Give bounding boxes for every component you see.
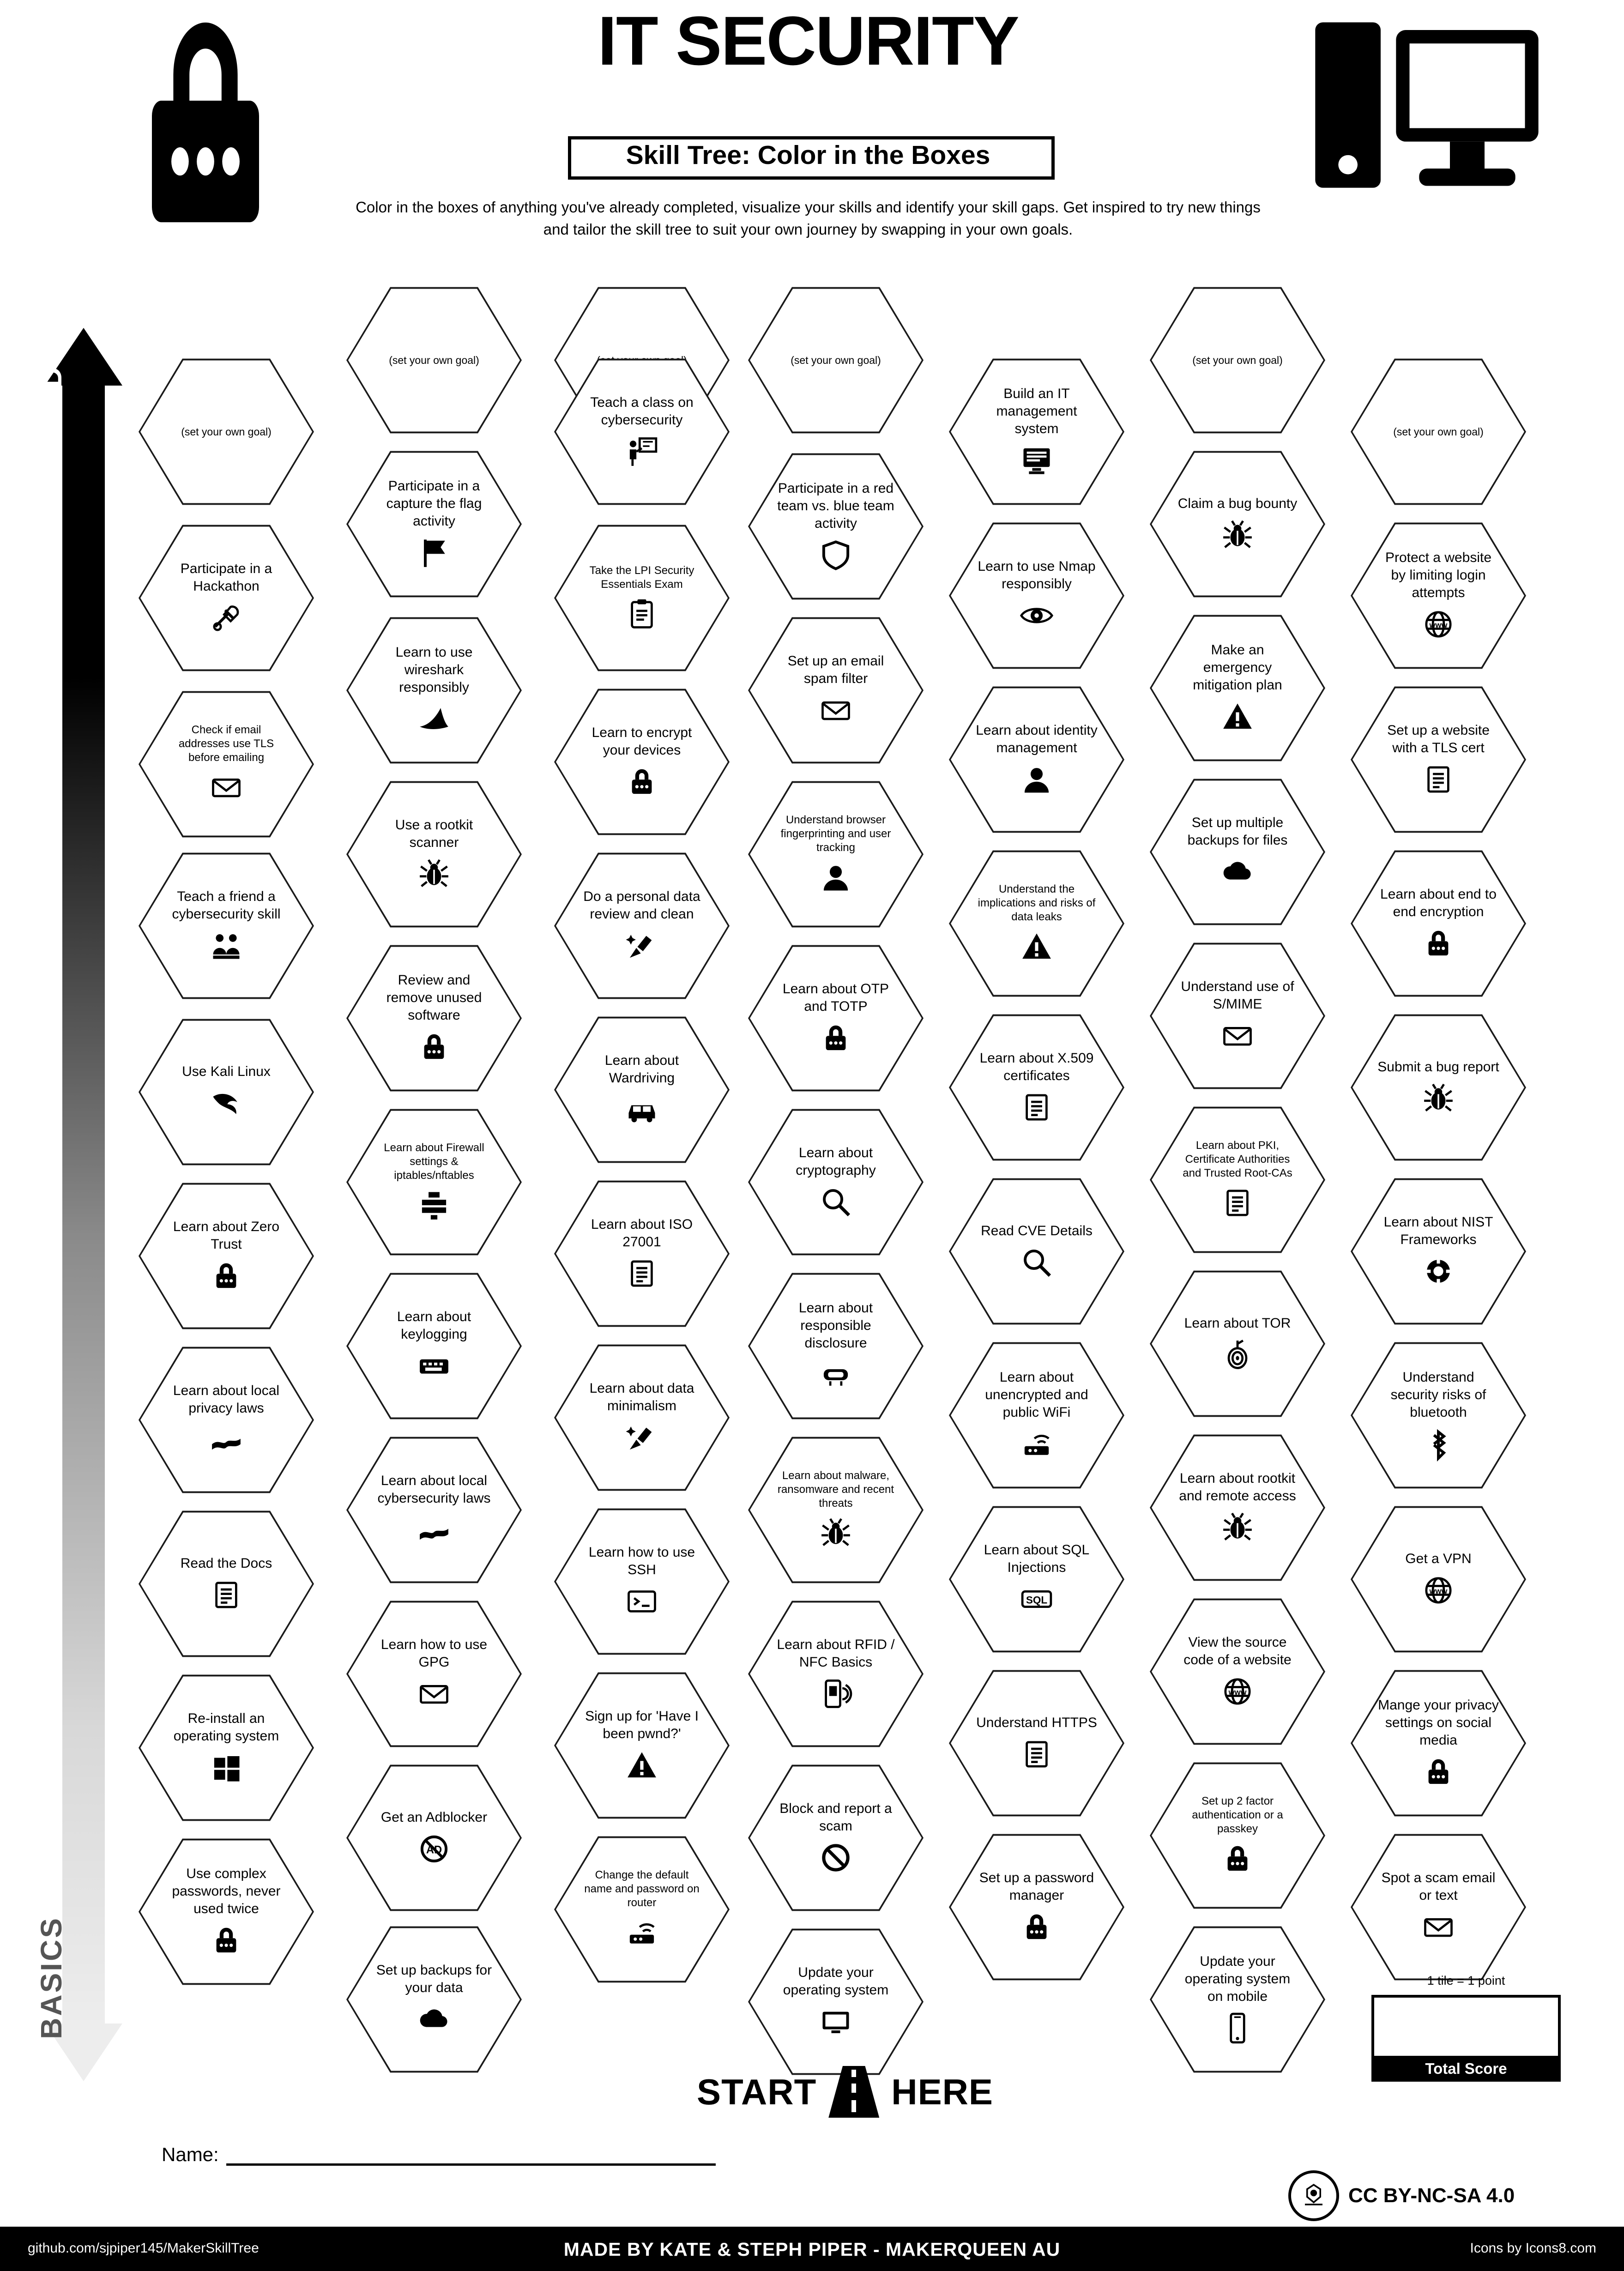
skill-tile[interactable] — [346, 1598, 522, 1750]
windows-icon — [209, 1750, 244, 1786]
bluetooth-icon — [1421, 1426, 1456, 1462]
skill-tile-label: Learn about keylogging — [397, 1309, 471, 1342]
bug-icon — [818, 1515, 853, 1551]
warning-icon — [1019, 929, 1054, 965]
padlock-icon — [1421, 1754, 1456, 1790]
axis-label-basics: BASICS — [35, 1916, 68, 2039]
skill-tile-label: Teach a class on cybersecurity — [590, 395, 694, 428]
shark-fin-icon — [417, 701, 452, 737]
page-title: IT SECURITY — [598, 2, 1019, 79]
skill-tile-label: Learn about unencrypted and public WiFi — [985, 1370, 1088, 1420]
terminal-icon — [624, 1583, 659, 1619]
skill-tile-label: Understand use of S/MIME — [1181, 979, 1294, 1012]
skill-tile-label: Learn about TOR — [1184, 1316, 1291, 1331]
skill-tile[interactable] — [1351, 1011, 1526, 1164]
skill-tile-label: Learn about X.509 certificates — [979, 1051, 1094, 1083]
envelope-icon — [1220, 1018, 1255, 1054]
skill-tile[interactable] — [949, 356, 1124, 508]
skill-tile-label: Use a rootkit scanner — [395, 817, 473, 850]
skill-tile[interactable] — [949, 1339, 1124, 1492]
cc-badge-icon — [1288, 2170, 1339, 2221]
skill-tile-label: Set up backups for your data — [376, 1963, 492, 1995]
skill-tile[interactable] — [554, 1341, 730, 1494]
envelope-icon — [818, 692, 853, 728]
broom-sparkle-icon — [624, 1419, 659, 1456]
skill-tile-label: Claim a bug bounty — [1177, 496, 1298, 511]
skill-tile-label: Read CVE Details — [981, 1223, 1093, 1238]
name-label: Name: — [162, 2144, 219, 2165]
padlock-icon — [209, 1922, 244, 1958]
skill-tile[interactable] — [1150, 776, 1325, 928]
skill-tile-label: Set up multiple backups for files — [1187, 815, 1288, 848]
magnifier-icon — [1019, 1244, 1054, 1280]
skill-tile-label: Learn about Wardriving — [604, 1053, 679, 1086]
skill-tile-label: Learn to use Nmap responsibly — [978, 559, 1096, 592]
shield-icon — [818, 537, 853, 573]
license-block — [1288, 2170, 1575, 2221]
skill-tile[interactable] — [949, 1175, 1124, 1328]
skill-tile-custom-goal[interactable] — [1351, 356, 1526, 508]
skill-tile-label: View the source code of a website — [1183, 1635, 1292, 1667]
skill-tile[interactable] — [748, 1926, 924, 2078]
envelope-icon — [417, 1676, 452, 1712]
here-word: HERE — [891, 2071, 993, 2112]
skill-tile[interactable] — [748, 778, 924, 930]
skill-tile-custom-goal[interactable] — [748, 284, 924, 436]
skill-tile[interactable] — [1150, 1595, 1325, 1748]
skill-tile[interactable] — [1150, 1431, 1325, 1584]
user-profile-icon — [818, 859, 853, 895]
warning-icon — [1220, 699, 1255, 735]
www-globe-icon — [1421, 1572, 1456, 1608]
skill-tile-label: Learn to encrypt your devices — [592, 725, 692, 758]
cloud-icon — [417, 2001, 452, 2037]
padlock-icon — [1421, 925, 1456, 961]
skill-tile[interactable] — [1150, 1268, 1325, 1420]
skill-tile[interactable] — [1351, 1175, 1526, 1328]
www-globe-icon — [1220, 1673, 1255, 1709]
skill-tile[interactable] — [346, 1106, 522, 1258]
skill-tile-label: Learn about responsible disclosure — [798, 1300, 873, 1351]
tor-onion-icon — [1220, 1337, 1255, 1373]
road-icon — [828, 2066, 879, 2118]
skill-tile-label: Review and remove unused software — [386, 972, 482, 1023]
skill-tile[interactable] — [554, 1014, 730, 1166]
footer-icons-credit[interactable]: Icons by Icons8.com — [1470, 2241, 1596, 2256]
skill-tile[interactable] — [554, 686, 730, 838]
skill-tile-label: Participate in a capture the flag activity — [386, 478, 482, 529]
skill-tile[interactable] — [949, 683, 1124, 836]
skill-tile-label: Use complex passwords, never used twice — [172, 1866, 281, 1916]
skill-tile-label: Block and report a scam — [779, 1801, 892, 1834]
skill-tile[interactable] — [346, 1434, 522, 1586]
presenter-icon — [624, 434, 659, 470]
document-icon — [1019, 1736, 1054, 1772]
skill-tile[interactable] — [1351, 519, 1526, 672]
page-footer — [0, 2227, 1624, 2271]
skill-tile-label: Learn about NIST Frameworks — [1383, 1214, 1493, 1247]
name-input-line[interactable] — [226, 2139, 716, 2166]
skill-tile-label: Learn about OTP and TOTP — [782, 981, 889, 1014]
skill-tile-label: Re-install an operating system — [173, 1711, 279, 1744]
skill-tile-label: Update your operating system on mobile — [1184, 1954, 1291, 2004]
skill-tile[interactable] — [1150, 448, 1325, 600]
bug-icon — [1220, 517, 1255, 553]
lifebuoy-icon — [1421, 1253, 1456, 1289]
padlock-icon — [818, 1020, 853, 1056]
skill-tile[interactable] — [748, 450, 924, 603]
cloud-icon — [1220, 854, 1255, 890]
skill-tile[interactable] — [1351, 1339, 1526, 1492]
skill-tile-label: Learn about identity management — [976, 723, 1098, 755]
skill-tile[interactable] — [1351, 683, 1526, 836]
document-icon — [624, 1256, 659, 1292]
skill-tile[interactable] — [1351, 1667, 1526, 1819]
router-icon — [1019, 1426, 1054, 1462]
skill-tile[interactable] — [1351, 1831, 1526, 1983]
skill-tile-label: (set your own goal) — [1192, 354, 1283, 366]
start-word: START — [697, 2071, 817, 2112]
start-here-marker — [660, 2064, 1030, 2120]
skill-tile[interactable] — [949, 1011, 1124, 1164]
skill-tile[interactable] — [554, 850, 730, 1002]
skill-tile-label: Change the default name and password on router — [584, 1869, 700, 1909]
skill-tile-label: Check if email addresses use TLS before emailing — [178, 724, 274, 764]
skill-tile-label: Learn about SQL Injections — [984, 1542, 1090, 1575]
padlock-icon — [209, 1258, 244, 1294]
skill-tile[interactable] — [949, 519, 1124, 672]
page-description: Color in the boxes of anything you've already completed, visualize your skills and identify your skill gaps. Get inspired to try new things and tailor the skill tree to suit your own journey by swapping in your own goals. — [356, 199, 1261, 238]
skill-tile[interactable] — [139, 1672, 314, 1824]
skill-tile[interactable] — [554, 522, 730, 674]
padlock-icon — [1019, 1909, 1054, 1945]
bug-icon — [1421, 1081, 1456, 1117]
skill-tile-label: Build an IT management system — [996, 386, 1077, 436]
skill-tile-label: Update your operating system — [783, 1965, 889, 1998]
document-icon — [1019, 1089, 1054, 1125]
server-monitor-icon — [1019, 442, 1054, 478]
skill-tile-label: Set up a password manager — [979, 1870, 1094, 1903]
padlock-icon — [624, 764, 659, 800]
router-icon — [624, 1915, 659, 1951]
skill-tile[interactable] — [139, 1016, 314, 1168]
skill-tile[interactable] — [139, 1180, 314, 1332]
skill-tile-label: Learn about ISO 27001 — [591, 1217, 693, 1250]
skill-tile-label: Learn how to use GPG — [380, 1637, 488, 1670]
user-profile-icon — [1019, 761, 1054, 797]
skill-tile-label: Spot a scam email or text — [1381, 1870, 1496, 1903]
skill-tile-label: Learn about malware, ransomware and recent threats — [777, 1469, 894, 1510]
skill-tile-label: Understand browser fingerprinting and user tracking — [780, 814, 891, 854]
skill-tile-label: Learn to use wireshark responsibly — [395, 645, 473, 695]
skill-tile-label: Learn about PKI, Certificate Authorities and Trusted Root-CAs — [1183, 1139, 1292, 1179]
score-label: Total Score — [1371, 2056, 1561, 2082]
broom-sparkle-icon — [624, 928, 659, 964]
skill-tile[interactable] — [346, 614, 522, 767]
skill-tile[interactable] — [1150, 612, 1325, 764]
skill-tile-label: Set up an email spam filter — [787, 653, 884, 686]
skill-tile[interactable] — [554, 1178, 730, 1330]
skill-tile-label: Sign up for 'Have I been pwnd?' — [585, 1709, 699, 1741]
skill-tile-custom-goal[interactable] — [346, 284, 522, 436]
skill-tile[interactable] — [346, 1923, 522, 2076]
skill-tile-label: Learn about local privacy laws — [173, 1383, 280, 1416]
svg-text:www: www — [1228, 1688, 1247, 1697]
skill-tile[interactable] — [139, 522, 314, 674]
skill-tile[interactable] — [1150, 1923, 1325, 2076]
document-icon — [209, 1577, 244, 1613]
skill-tile[interactable] — [139, 1344, 314, 1496]
score-note: 1 tile = 1 point — [1427, 1974, 1505, 1987]
axis-label-advanced: ADVANCED — [35, 365, 68, 545]
skill-tile[interactable] — [554, 1505, 730, 1658]
page-subtitle: Skill Tree: Color in the Boxes — [626, 140, 990, 170]
skill-tile-label: Read the Docs — [180, 1556, 272, 1571]
footer-credit: MADE BY KATE & STEPH PIPER - MAKERQUEEN AU — [563, 2239, 1061, 2260]
skill-tile-label: Understand the implications and risks of data leaks — [978, 883, 1096, 923]
skill-tile-label: Learn about Firewall settings & iptables/nftables — [384, 1142, 484, 1182]
law-book-icon — [209, 1422, 244, 1458]
skill-tile[interactable] — [949, 1831, 1124, 1983]
megaphone-icon — [818, 1357, 853, 1393]
skill-tile-label: Use Kali Linux — [182, 1064, 271, 1079]
score-input[interactable] — [1371, 1995, 1561, 2062]
skill-tile[interactable] — [1351, 847, 1526, 1000]
skill-tile[interactable] — [748, 1434, 924, 1586]
skill-tile[interactable] — [748, 614, 924, 767]
sql-icon — [1019, 1581, 1054, 1617]
skill-tile-label: Understand HTTPS — [976, 1715, 1097, 1730]
skill-tile[interactable] — [554, 1669, 730, 1822]
envelope-icon — [1421, 1909, 1456, 1945]
skill-tile-custom-goal[interactable] — [139, 356, 314, 508]
skill-tile-label: Learn about local cybersecurity laws — [377, 1473, 491, 1506]
law-book-icon — [417, 1512, 452, 1548]
skill-tile-label: Take the LPI Security Essentials Exam — [589, 564, 694, 591]
skill-tile-label: Set up 2 factor authentication or a passkey — [1192, 1795, 1283, 1835]
warning-icon — [624, 1747, 659, 1783]
www-globe-icon — [1421, 606, 1456, 642]
document-icon — [1421, 761, 1456, 797]
skill-tile-custom-goal[interactable] — [1150, 284, 1325, 436]
skill-tile[interactable] — [346, 1762, 522, 1914]
skill-tile-label: Participate in a red team vs. blue team activity — [777, 481, 894, 531]
skill-tile[interactable] — [748, 1762, 924, 1914]
document-icon — [1220, 1185, 1255, 1221]
clipboard-icon — [624, 596, 659, 632]
phone-icon — [1220, 2010, 1255, 2046]
skill-tile-label: Learn how to use SSH — [588, 1545, 695, 1577]
padlock-icon — [1220, 1841, 1255, 1877]
skill-tile[interactable] — [554, 1833, 730, 1986]
envelope-icon — [209, 769, 244, 805]
skill-tile[interactable] — [1150, 940, 1325, 1092]
skill-tile-label: Learn about Zero Trust — [173, 1219, 280, 1252]
skill-tile-label: Set up a website with a TLS cert — [1387, 723, 1490, 755]
skill-tile[interactable] — [1351, 1503, 1526, 1655]
skill-tile-label: Get an Adblocker — [380, 1810, 488, 1825]
eye-icon — [1019, 598, 1054, 634]
skill-tile-label: Learn about data minimalism — [589, 1381, 694, 1413]
skill-tile-label: Protect a website by limiting login attempts — [1385, 550, 1492, 600]
flag-icon — [417, 535, 452, 571]
skill-tile[interactable] — [139, 688, 314, 840]
skill-tile-label: Participate in a Hackathon — [180, 561, 272, 594]
keyboard-icon — [417, 1348, 452, 1384]
svg-text:www: www — [1429, 1587, 1448, 1596]
no-ads-icon — [417, 1831, 452, 1867]
total-score-widget — [1371, 1974, 1561, 2083]
skill-tile-label: Make an emergency mitigation plan — [1193, 642, 1282, 693]
magnifier-icon — [818, 1184, 853, 1220]
skill-tile[interactable] — [1150, 1104, 1325, 1256]
svg-text:AD: AD — [426, 1843, 442, 1856]
skill-tile[interactable] — [346, 778, 522, 930]
bug-icon — [417, 856, 452, 892]
skill-tile-label: Learn about RFID / NFC Basics — [777, 1637, 895, 1670]
skill-tile[interactable] — [346, 1270, 522, 1422]
skill-tile[interactable] — [949, 847, 1124, 1000]
nfc-phone-icon — [818, 1676, 853, 1712]
tools-icon — [209, 600, 244, 636]
skill-tile[interactable] — [139, 850, 314, 1002]
firewall-icon — [417, 1187, 452, 1223]
skill-tile[interactable] — [748, 1598, 924, 1750]
skill-tile-label: (set your own goal) — [1393, 426, 1484, 438]
footer-repo-link[interactable]: github.com/sjpiper145/MakerSkillTree — [28, 2241, 259, 2256]
padlock-icon — [417, 1029, 452, 1065]
bug-icon — [1220, 1510, 1255, 1546]
skill-tile[interactable] — [346, 942, 522, 1094]
skill-tile-label: (set your own goal) — [181, 426, 272, 438]
skill-tile[interactable] — [139, 1508, 314, 1660]
skill-tile-label: (set your own goal) — [791, 354, 881, 366]
block-icon — [818, 1840, 853, 1876]
skill-tile[interactable] — [748, 1270, 924, 1422]
teaching-icon — [209, 928, 244, 964]
monitor-icon — [818, 2004, 853, 2040]
name-field[interactable] — [162, 2133, 716, 2166]
skill-tile-label: Learn about end to end encryption — [1380, 887, 1497, 919]
skill-tile[interactable] — [346, 448, 522, 600]
license-text: CC BY-NC-SA 4.0 — [1348, 2184, 1515, 2207]
skill-tile-label: (set your own goal) — [389, 354, 479, 366]
svg-text:SQL: SQL — [1026, 1594, 1048, 1606]
skill-tile[interactable] — [748, 942, 924, 1094]
skill-tile[interactable] — [139, 1836, 314, 1988]
skill-tile[interactable] — [748, 1106, 924, 1258]
skill-tile[interactable] — [949, 1503, 1124, 1655]
kali-dragon-icon — [209, 1085, 244, 1121]
skill-tile-label: Mange your privacy settings on social media — [1378, 1697, 1499, 1748]
skill-tile[interactable] — [554, 356, 730, 508]
svg-text:www: www — [1429, 621, 1448, 630]
skill-tile-label: Understand security risks of bluetooth — [1390, 1370, 1486, 1420]
skill-tile-label: Get a VPN — [1405, 1551, 1472, 1566]
skill-tile-label: Do a personal data review and clean — [583, 889, 700, 922]
skill-tile[interactable] — [949, 1667, 1124, 1819]
skill-tile-label: Submit a bug report — [1377, 1059, 1499, 1075]
skill-tile-label: Learn about cryptography — [796, 1145, 876, 1178]
skill-tile-label: Learn about rootkit and remote access — [1179, 1471, 1296, 1504]
skill-tile-label: Teach a friend a cybersecurity skill — [172, 889, 281, 922]
skill-tile[interactable] — [1150, 1759, 1325, 1912]
car-icon — [624, 1092, 659, 1128]
